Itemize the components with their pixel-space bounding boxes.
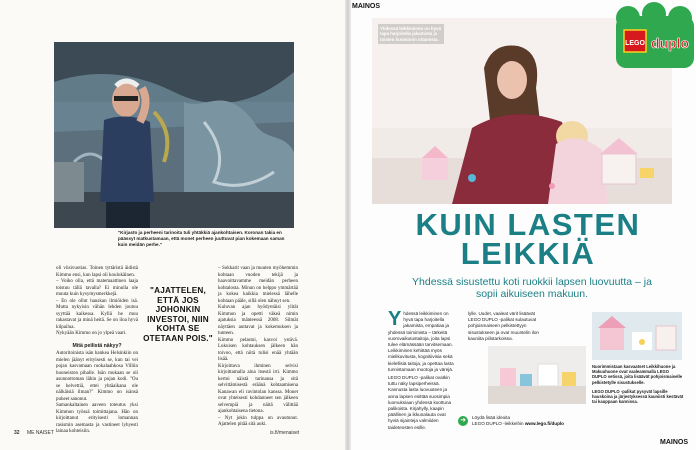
section-subhead: Mitä peilistä näkyy? bbox=[72, 342, 122, 349]
right-page bbox=[348, 0, 696, 450]
pullquote: "AJATTELEN, ETTÄ JOS JOHONKIN INVESTOI, NIIN KOHTA SE OTETAAN POIS." bbox=[143, 286, 213, 343]
lego-duplo-logo bbox=[612, 2, 696, 70]
ad-label-bottom: MAINOS bbox=[660, 439, 688, 446]
svg-text:duplo: duplo bbox=[650, 35, 690, 51]
paragraph: Samankaltainen aaveen toteutus yksi Kimmon työssä toimittajana. Hän on kirjoittanut erityisesti lomannan rasismin asemasta ja vastineet lyhyesti lainaa kohteisiin. bbox=[56, 403, 138, 434]
paragraph: Nykyään Kimmo on jo ylpeä vaari. bbox=[56, 331, 127, 336]
cta-line-1: Löydä lisää ideoita bbox=[472, 415, 511, 420]
arrow-icon: ➜ bbox=[458, 416, 468, 426]
photo-caption: "Kirjasto ja perheeni tarinoita tuli yhtäkkiä ajankohtaisen. Koronan takia en päässyt matkustamaan, että monet perheen juuttuvat pian kokemaan saman kuin meidän perhe." bbox=[118, 230, 285, 247]
paragraph: Autoritoinista isän hankea Helsinkiin on mielen jäänyt erityisesti se, kun tai vei pojan kasvamaan ruokalaahkosa Villiin huoneiston pihalle. Isän mukaan se oli asunnottoman lähin ja pojan kodi. "Ou se helvettiä, ettei yhtäaikana ole nälkäisiä ilman?" Kimmo on isänsä puheet sanonut. bbox=[56, 351, 138, 402]
paragraph: – En ole ollut hauskan ilmiöiden isä. Mutta nykyisin vähän lehden joutuu syyttää kaikessa. Kyllä he muu rakastavat ja minä heitä. Se on iloa hyvä kilpailua. bbox=[56, 298, 138, 330]
paragraph: – Voiko olla, että matemaattinen laaja toistuu tällä tavalla? Ei minulla ole muuta kuin kysymysmerkkejä. bbox=[56, 279, 138, 297]
folio bbox=[14, 430, 54, 436]
paragraph: – Nyt jokin tulppa on avautunut. Ajattelen pitää sitä auki. bbox=[218, 415, 298, 427]
ad-column-2 bbox=[468, 311, 544, 344]
intro-text: Yhdessä leikkiminen on hyvä tapa harjoitella jakamista ja toisten huomioon ottamista. bbox=[378, 24, 444, 44]
paragraph: Kirjoittava ihminen selvisi kirjoittamalla aina itsestä irti. Kimmo kertoi näistä tarinansa ja sitä selvittämisestä eräänä kohtaamisena Kanawan eli ravintolan kanssa. Monet ovat yhteisesti kohdanneet sen jälkeen selvempiä ja näitä välittää ajankohtaisena tietona. bbox=[218, 363, 298, 414]
portrait-photo bbox=[54, 42, 294, 228]
toy-shelf-photo bbox=[488, 346, 586, 404]
cta-line-2 bbox=[472, 421, 632, 427]
paragraph: lylle. Uudet, vaaleat värit lisäävät LEGO DUPLO -palikat sulautuvat pohjoismaiseen pelkistettyyn sisustukseen ja ovat muuntelin ilon kauniita piilotarkoissa. bbox=[468, 311, 539, 341]
duplo-sets-photo bbox=[592, 312, 682, 360]
paragraph: Kuluvan ajan hyödyntäisi ylität Kimmon ja opetti väkeä nimin ajatuksia mänteessä 2008. Silmät näyttäen auttavat ja kokemuksen ja tunteen. bbox=[218, 305, 298, 336]
sets-caption: Nuorimmistaan kasvaatset Leikkihuone ja Makuuhuone ovat vaaleammalla LEGO DUPLO setissä, joita lisäävät pohjoismaiselle pelkistetylle sisustukselle. bbox=[592, 364, 683, 385]
ad-headline bbox=[408, 207, 648, 271]
paragraph: oli viisivuotias. Toinen tyttäristä äidistä Kimmo ensi, kun lapsi oli koulukäinen. bbox=[56, 266, 138, 278]
paragraph: Kimmo pelastui, kasvoi ystävä. Lukuisen kohtauksen jälkeen hän toivoo, että niitä tulisi enää yhtään lisää. bbox=[218, 337, 298, 362]
paragraph: LEGO DUPLO -palikat ovatkin tuttu näky lapsiperheissä. Kannusta lasta luovuuteen ja anna lapsen esittää suosimpia luomuksiaan yhdessä koottuna palikoista. Kirjahylly, kaapin päällinen ja ikkunalauta ovat hyviä sijainteja valmiiden taideteosten esille. bbox=[388, 375, 452, 430]
sets-caption-2: LEGO DUPLO -palikat pysyvät lapsille hauskoina ja järjestyksessä kauniisti kestävät tai kauppaan kannissa. bbox=[592, 389, 684, 405]
headline-line-2: LEIKKIÄ bbox=[460, 236, 596, 271]
pullquote-column bbox=[143, 286, 213, 343]
cta-prefix: LEGO DUPLO -leikkeihin bbox=[472, 420, 525, 426]
page-number: 32 bbox=[14, 430, 20, 436]
spread-gutter bbox=[345, 0, 351, 450]
article-column-3 bbox=[218, 266, 298, 429]
paragraph: hdessä leikkiminen on hyvä tapa harjoitella jakamista, empatiaa ja yhdessä toimimista – tärkeitä vuorovaikutustaitoja, joita lapsi tulee elämässään tarvitsemaan. Leikkiminen kehittää myös mielikuvitusta, kognitiivisia sekä kielellisiä taitoja, ja opettaa lasta tunnistamaan muotoja ja värejä. bbox=[388, 311, 454, 372]
ad-label-top: MAINOS bbox=[352, 3, 380, 10]
folio-url: is.fi/menaiset bbox=[270, 430, 300, 436]
drop-cap: Y bbox=[388, 308, 402, 330]
headline-line-1: KUIN LASTEN bbox=[415, 207, 641, 242]
magazine-title: ME NAISET bbox=[26, 430, 54, 436]
cta-text bbox=[472, 415, 632, 426]
cta-link[interactable]: www.lego.fi/duplo bbox=[524, 420, 564, 426]
ad-subheadline: Yhdessä sisustettu koti ruokkii lapsen luovuutta – ja sopii aikuiseen makuun. bbox=[412, 276, 652, 300]
paragraph: – Sokkarit vaan ja muuten myöhemmin kohtaan vuoden tekijä ja haavoittavamme meidän perheen kohtalosta. Minun on helppo ymmärtää ja kokea kaikkia mielessä lähelle kohtaan pääle, sillä olen nähnyt sen. bbox=[218, 266, 298, 304]
ad-column-1 bbox=[388, 308, 454, 433]
svg-text:LEGO: LEGO bbox=[625, 40, 645, 47]
article-column-1 bbox=[56, 266, 138, 436]
